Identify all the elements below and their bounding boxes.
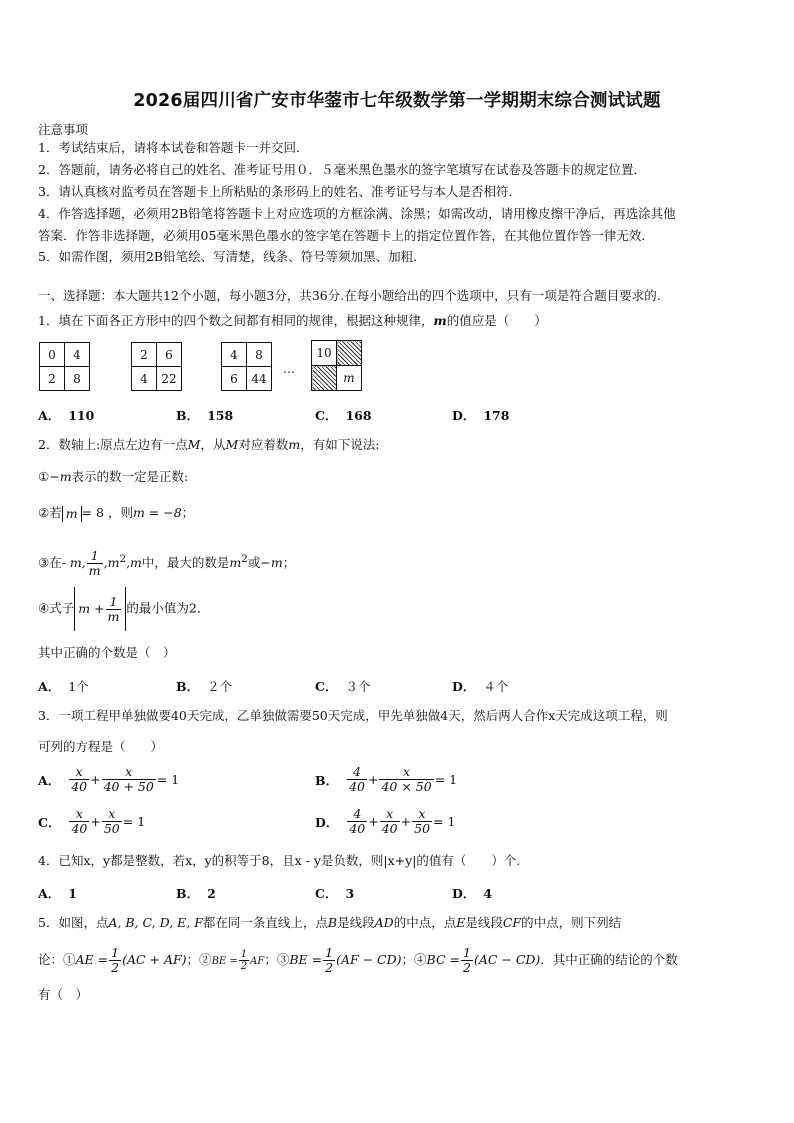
q3-stem-line-1: 3．一项工程甲单独做要40天完成，乙单独做需要50天完成，甲先单独做4天，然后两人合作x天完成这项工程，则	[38, 708, 668, 723]
q1-option-d[interactable]: D． 178	[452, 408, 510, 423]
q1-option-c[interactable]: C． 168	[315, 408, 372, 423]
q2-statement-1: ①−m表示的数一定是正数:	[38, 469, 189, 484]
q2-option-d[interactable]: D． ４个	[452, 679, 509, 694]
q2-statement-3: ③在- m, $\frac{1}{m}$ $,m^2,m$中，最大的数是$m^2$或−m；	[38, 548, 296, 579]
q2-stem: 2．数轴上:原点左边有一点M，从M对应着数m，有如下说法:	[38, 437, 380, 452]
q1-grid-2: 2 6 4 22	[131, 342, 182, 391]
q5-stem-line-1: 5．如图，点A, B, C, D, E, F都在同一条直线上，点B是线段AD的中点，点E是线段CF的中点，则下列结	[38, 915, 622, 930]
hatched-cell	[337, 341, 362, 366]
notice-item-5: 5．如需作图，须用2B铅笔绘、写清楚，线条、符号等须加黑、加粗．	[38, 249, 426, 264]
notice-item-4-cont: 答案．作答非选择题，必须用05毫米黑色墨水的签字笔在答题卡上的指定位置作答，在其他位置作答一律无效．	[38, 228, 654, 243]
q1-grid-3: 4 8 6 44	[221, 342, 272, 391]
notice-item-1: 1．考试结束后，请将本试卷和答题卡一并交回．	[38, 140, 309, 155]
hatched-cell	[312, 366, 337, 391]
q2-option-a[interactable]: A． 1个	[38, 679, 89, 694]
q4-option-c[interactable]: C． 3	[315, 886, 355, 901]
q1-option-b[interactable]: B． 158	[176, 408, 234, 423]
q4-option-d[interactable]: D． 4	[452, 886, 493, 901]
q2-option-c[interactable]: C． ３个	[315, 679, 371, 694]
q2-ask: 其中正确的个数是（ ）	[38, 645, 176, 660]
q2-option-b[interactable]: B． ２个	[176, 679, 233, 694]
q3-stem-line-2: 可列的方程是（ ）	[38, 739, 164, 754]
notice-item-3: 3．请认真核对监考员在答题卡上所粘贴的条形码上的姓名、准考证号与本人是否相符．	[38, 184, 521, 199]
notice-heading: 注意事项	[38, 122, 89, 137]
q3-option-c[interactable]: C． $\frac{x}{40}$ + $\frac{x}{50}$ = 1	[38, 806, 146, 836]
q2-statement-2: ②若 m = 8 ，则m = −8；	[38, 505, 195, 521]
q3-option-b[interactable]: B． $\frac{4}{40}$ + $\frac{x}{40 \times 50}$ = 1	[315, 764, 458, 794]
q2-statement-4: ④式子 m + $\frac{1}{m}$ 的最小值为2．	[38, 587, 209, 631]
q1-option-a[interactable]: A． 110	[38, 408, 95, 423]
q1-ellipsis: …	[283, 362, 295, 376]
q1-grid-1: 0 4 2 8	[39, 342, 90, 391]
q4-stem: 4．已知x，y都是整数，若x，y的积等于8，且x - y是负数，则|x+y|的值有（ ）个.	[38, 853, 521, 868]
q1-stem: 1．填在下面各正方形中的四个数之间都有相同的规律，根据这种规律，m的值应是（ ）	[38, 313, 547, 328]
page-title: 2026届四川省广安市华蓥市七年级数学第一学期期末综合测试试题	[133, 91, 661, 111]
q5-stem-line-3: 有（ ）	[38, 987, 89, 1002]
q4-option-b[interactable]: B． 2	[176, 886, 216, 901]
q1-grid-4: 10 m	[311, 340, 362, 391]
notice-item-4: 4．作答选择题，必须用2B铅笔将答题卡上对应选项的方框涂满、涂黑；如需改动，请用橡皮擦干净后，再选涂其他	[38, 206, 676, 221]
notice-item-2: 2．答题前，请务必将自己的姓名、准考证号用０．５毫米黑色墨水的签字笔填写在试卷及答题卡的规定位置．	[38, 162, 646, 177]
q3-option-a[interactable]: A． $\frac{x}{40}$ + $\frac{x}{40 + 50}$ = 1	[38, 764, 180, 794]
q3-option-d[interactable]: D． $\frac{4}{40}$ + $\frac{x}{40}$ + $\frac{x}{50}$ = 1	[315, 806, 456, 836]
q5-conclusions: 论：①AE = $\frac{1}{2}$ (AC + AF)；②BE = $\frac{1}{2}$ AF；③BE = $\frac{1}{2}$ (AF − CD)；④BC = $\frac{1}{2}$ (AC − CD)．其中正确的结论的个数	[38, 945, 678, 975]
q4-option-a[interactable]: A． 1	[38, 886, 77, 901]
section-heading: 一、选择题：本大题共12个小题，每小题3分，共36分.在每小题给出的四个选项中，只有一项是符合题目要求的.	[38, 288, 661, 303]
